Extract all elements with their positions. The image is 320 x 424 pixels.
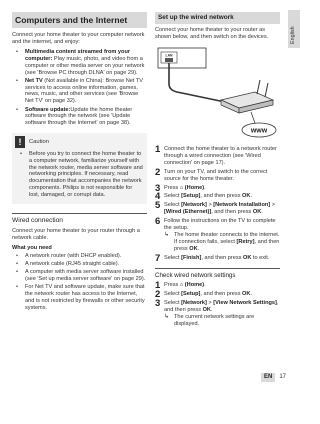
caution-header [12, 133, 147, 151]
setup-intro: Connect your home theater to your router as shown below, and then switch on the devices. [155, 26, 269, 40]
list-item: • Before you try to connect the home theater to a computer network, familiarize yourself with the network router, media server software and networking principles. If necessary, read documentation that accompanies the network components. Philips is not responsible for lost, damaged, or corrupt data. [20, 151, 143, 199]
section-title: Computers and the Internet [12, 12, 147, 28]
step-item: 2 Select [Setup], and then press OK. [155, 289, 252, 300]
caution-label: Caution [29, 138, 49, 145]
page-footer [261, 373, 286, 382]
step-item: 7 Select [Finish], and then press OK to exit. [155, 252, 270, 264]
language-side-tab [288, 10, 300, 48]
network-diagram-svg [155, 44, 280, 140]
wired-intro: Connect your home theater to your router through a network cable. [12, 228, 140, 242]
exclamation-icon: ! [15, 136, 25, 148]
left-column [12, 12, 147, 313]
step-item: 2 Turn on your TV, and switch to the correct source for the home theater. [155, 166, 268, 182]
step-item: 3 Select [Network] > [View Network Settings], and then press OK. ↳ The current network settings are displayed. [155, 297, 279, 328]
list-item: • A computer with media server software installed (see 'Set up media server software' on page 29). [16, 269, 147, 283]
subsection-title: Wired connection [12, 217, 63, 225]
arrow-icon: ↳ [164, 314, 170, 321]
step-item: 6 Follow the instructions on the TV to complete the setup. ↳ The home theater connects to the internet. If connection fails, select [Retry], and then press OK. [155, 215, 280, 252]
list-item: • Software update:Update the home theater software through the network (see 'Update software through the Internet' on page 38). [16, 107, 147, 127]
step-item: 5 Select [Network] > [Network Installation] > [Wired (Ethernet)], and then press OK. [155, 200, 275, 215]
check-steps [155, 282, 280, 328]
lan-label: LAN [165, 53, 173, 58]
www-label: www [250, 127, 268, 135]
wired-network-diagram [155, 44, 280, 140]
section-intro: Connect your home theater to your computer network and the internet, and enjoy: [12, 32, 145, 46]
subsection-title: Check wired network settings [155, 271, 236, 279]
subsection-title: Set up the wired network [155, 12, 280, 24]
list-item: • Net TV (Not available in China): Browse Net TV services to access online information, games, news, music, and other services (see 'Browse Net TV' on page 32). [16, 78, 147, 105]
list-item: • A network router (with DHCP enabled). [16, 253, 147, 260]
right-column [155, 12, 280, 330]
section-divider [155, 268, 280, 269]
step-result: ↳ The home theater connects to the internet. If connection fails, select [Retry], and then press OK. [164, 232, 280, 252]
step-item: 3 Press ⌂ (Home). [155, 182, 206, 194]
language-code: EN [261, 373, 275, 382]
feature-list [16, 49, 147, 127]
network-cable [169, 63, 225, 102]
page-number: 17 [279, 374, 286, 380]
setup-steps [155, 144, 280, 264]
step-item: 4 Select [Setup], and then press OK. [155, 191, 252, 203]
lan-jack-icon [165, 58, 173, 62]
router-to-internet-link [251, 112, 255, 123]
needs-list [16, 253, 147, 312]
side-tab-label: English [290, 26, 296, 44]
list-item: • For Net TV and software update, make sure that the network router has access to the Internet, and is not restricted by firewalls or other security systems. [16, 284, 147, 311]
step-item: 1 Connect the home theater to a network router through a wired connection (see 'Wired connection' on page 17). [155, 144, 277, 167]
caution-list [16, 151, 147, 199]
step-item: 1 Press ⌂ (Home). [155, 280, 206, 292]
list-item: • Multimedia content streamed from your computer: Play music, photo, and video from a computer or other media server on your network (see 'Browse PC through DLNA' on page 29). [16, 49, 147, 76]
caution-box [12, 133, 147, 204]
step-result: ↳ The current network settings are displayed. [164, 314, 255, 328]
router-icon [221, 80, 273, 113]
arrow-icon: ↳ [164, 232, 170, 239]
list-item: • A network cable (RJ45 straight cable). [16, 261, 147, 268]
section-divider [12, 213, 147, 214]
need-label: What you need [12, 244, 52, 251]
